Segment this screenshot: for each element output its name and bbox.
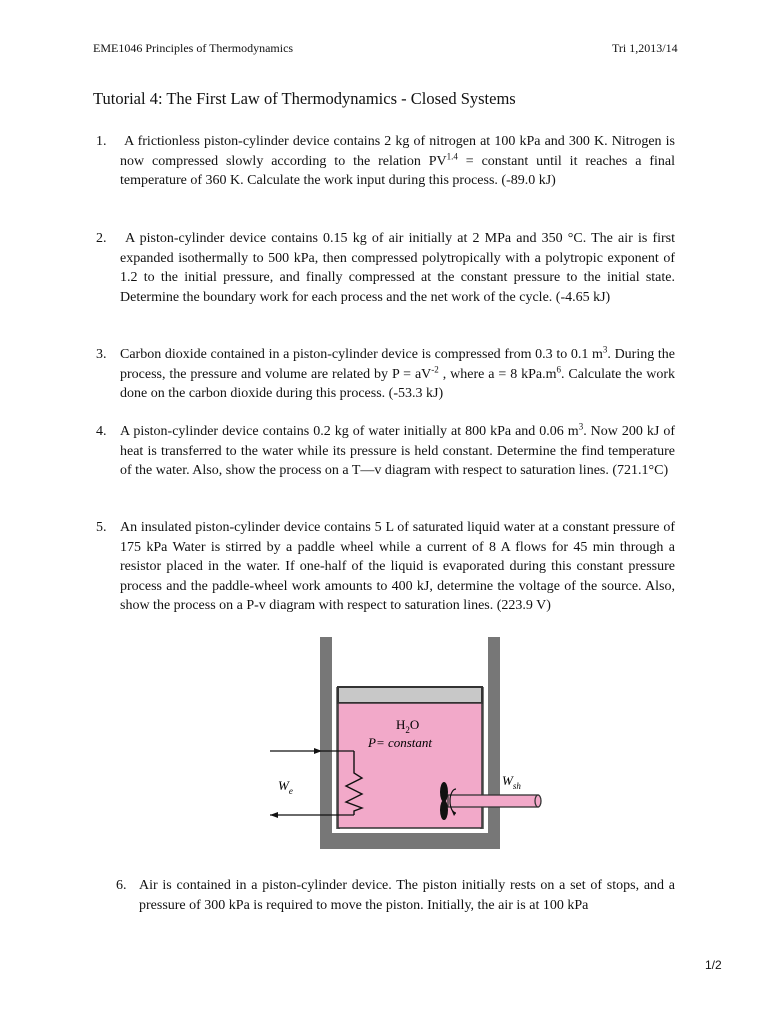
electrical-work-label: $W_e$ bbox=[278, 778, 293, 796]
question-1 bbox=[96, 132, 676, 191]
question-2 bbox=[96, 229, 675, 307]
question-text: A piston-cylinder device contains 0.2 kg of water initially at 800 kPa and 0.06 $m^3$. Now 200 kJ of heat is transferred to the water while its pressure is held constant. Determine the find temperature of the water. Also, show the process on a T—v diagram with respect to saturation lines. (721.1°C) bbox=[120, 421, 675, 479]
question-3 bbox=[96, 344, 676, 404]
question-number: 2. bbox=[96, 231, 107, 246]
question-6 bbox=[116, 876, 675, 915]
fluid-label: $H_2O$ bbox=[396, 717, 420, 735]
question-number: 6. bbox=[116, 878, 127, 893]
question-text: Air is contained in a piston-cylinder device. The piston initially rests on a set of stops, and a pressure of 300 kPa is required to move the piston. Initially, the air is at 100 kPa bbox=[139, 878, 675, 913]
question-number: 5. bbox=[96, 520, 107, 535]
question-4 bbox=[96, 421, 675, 481]
paddle-shaft bbox=[448, 795, 538, 807]
question-number: 1. bbox=[96, 134, 107, 149]
question-text: A piston-cylinder device contains 0.15 kg of air initially at 2 MPa and 350 °C. The air is first expanded isothermally to 500 kPa, then compressed polytropically with a polytropic exponent of 1.2 to the initial pressure, and finally compressed at the constant pressure to the initial state. Determine the boundary work for each process and the net work of the cycle. (-4.65 kJ) bbox=[120, 231, 675, 305]
question-number: 4. bbox=[96, 424, 107, 439]
header-term: Tri 1,2013/14 bbox=[612, 41, 678, 55]
question-5 bbox=[96, 518, 675, 616]
shaft-work-label: $W_{sh}$ bbox=[502, 773, 521, 791]
question-text: A frictionless piston-cylinder device contains 2 kg of nitrogen at 100 kPa and 300 K. Nitrogen is now compressed slowly according to the relation $PV^{1.4}$ = constant until it reaches a final temperature of 360 K. Calculate the work input during this process. (-89.0 kJ) bbox=[120, 134, 676, 189]
page-number: 1/2 bbox=[705, 958, 722, 972]
condition-label: P= constant bbox=[368, 735, 433, 750]
piston bbox=[338, 687, 482, 703]
paddle-wheel bbox=[440, 782, 448, 802]
piston-cylinder-figure bbox=[270, 637, 560, 849]
question-text: An insulated piston-cylinder device contains 5 L of saturated liquid water at a constant pressure of 175 kPa Water is stirred by a paddle wheel while a current of 8 A flows for 45 min through a resistor placed in the water. If one-half of the liquid is evaporated during this constant pressure process and the paddle-wheel work amounts to 400 kJ, determine the voltage of the source. Also, show the process on a P-v diagram with respect to saturation lines. (223.9 V) bbox=[120, 520, 675, 614]
wire-arrow-out bbox=[270, 812, 278, 818]
page-title: Tutorial 4: The First Law of Thermodynamics - Closed Systems bbox=[93, 89, 516, 108]
question-number: 3. bbox=[96, 347, 107, 362]
question-text: Carbon dioxide contained in a piston-cylinder device is compressed from 0.3 to 0.1 $m^3$. During the process, the pressure and volume are related by $P = aV^{-2}$ , where a = 8 $kPa.m^6$. Calculate the work done on the carbon dioxide during this process. (-53.3 kJ) bbox=[120, 344, 676, 402]
header-course: EME1046 Principles of Thermodynamics bbox=[93, 41, 294, 55]
